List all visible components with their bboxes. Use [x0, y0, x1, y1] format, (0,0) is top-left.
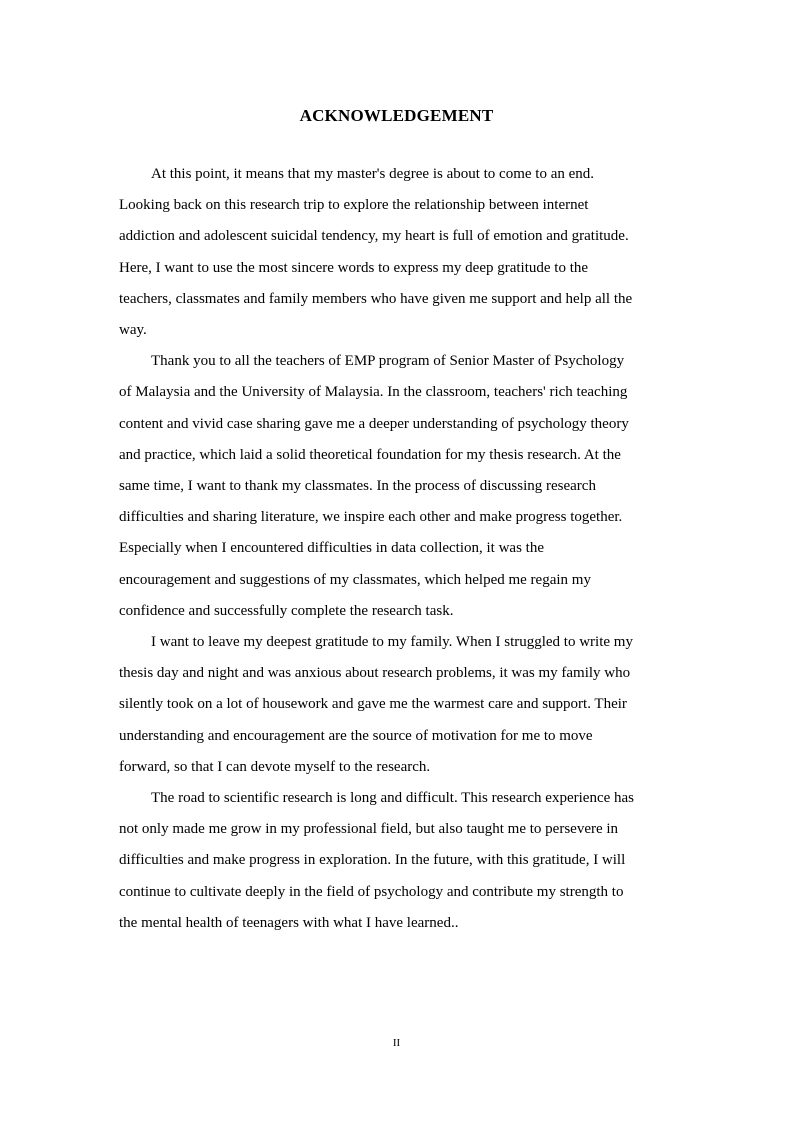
text-line: content and vivid case sharing gave me a deeper understanding of psychology theory [119, 415, 629, 432]
text-line: Looking back on this research trip to explore the relationship between internet [119, 197, 589, 214]
text-line: difficulties and sharing literature, we inspire each other and make progress together. [119, 509, 623, 526]
text-line: Especially when I encountered difficulties in data collection, it was the [119, 540, 544, 557]
paragraph-2 [119, 346, 671, 627]
text-line: forward, so that I can devote myself to the research. [119, 758, 431, 775]
text-line: understanding and encouragement are the source of motivation for me to move [119, 727, 593, 744]
text-line: At this point, it means that my master's degree is about to come to an end. [151, 166, 595, 182]
text-line: not only made me grow in my professional field, but also taught me to persevere in [119, 821, 619, 838]
text-line: Here, I want to use the most sincere words to express my deep gratitude to the [119, 259, 589, 276]
paragraph-1 [119, 159, 671, 346]
page-number: II [392, 1037, 401, 1049]
text-line: way. [119, 322, 147, 339]
paragraph-4 [119, 783, 671, 939]
paragraph-3 [119, 627, 671, 783]
text-line: confidence and successfully complete the research task. [119, 602, 454, 619]
text-line: silently took on a lot of housework and gave me the warmest care and support. Their [119, 696, 627, 713]
text-line: and practice, which laid a solid theoretical foundation for my thesis research. At the [119, 446, 621, 463]
text-line: The road to scientific research is long and difficult. This research experience has [151, 790, 635, 807]
text-line: Thank you to all the teachers of EMP program of Senior Master of Psychology [151, 353, 625, 370]
text-line: encouragement and suggestions of my classmates, which helped me regain my [119, 571, 591, 588]
text-line: thesis day and night and was anxious about research problems, it was my family who [119, 665, 631, 682]
text-line: addiction and adolescent suicidal tendency, my heart is full of emotion and gratitude. [119, 228, 629, 245]
text-line: the mental health of teenagers with what I have learned.. [119, 914, 459, 931]
text-line: of Malaysia and the University of Malaysia. In the classroom, teachers' rich teaching [119, 384, 628, 401]
acknowledgement-body [119, 159, 671, 939]
text-line: continue to cultivate deeply in the field of psychology and contribute my strength to [119, 883, 624, 900]
text-line: difficulties and make progress in exploration. In the future, with this gratitude, I will [119, 852, 626, 869]
text-line: same time, I want to thank my classmates. In the process of discussing research [119, 478, 596, 495]
text-line: I want to leave my deepest gratitude to my family. When I struggled to write my [151, 634, 633, 651]
text-line: teachers, classmates and family members who have given me support and help all the [119, 290, 633, 307]
page-title: ACKNOWLEDGEMENT [299, 106, 494, 125]
